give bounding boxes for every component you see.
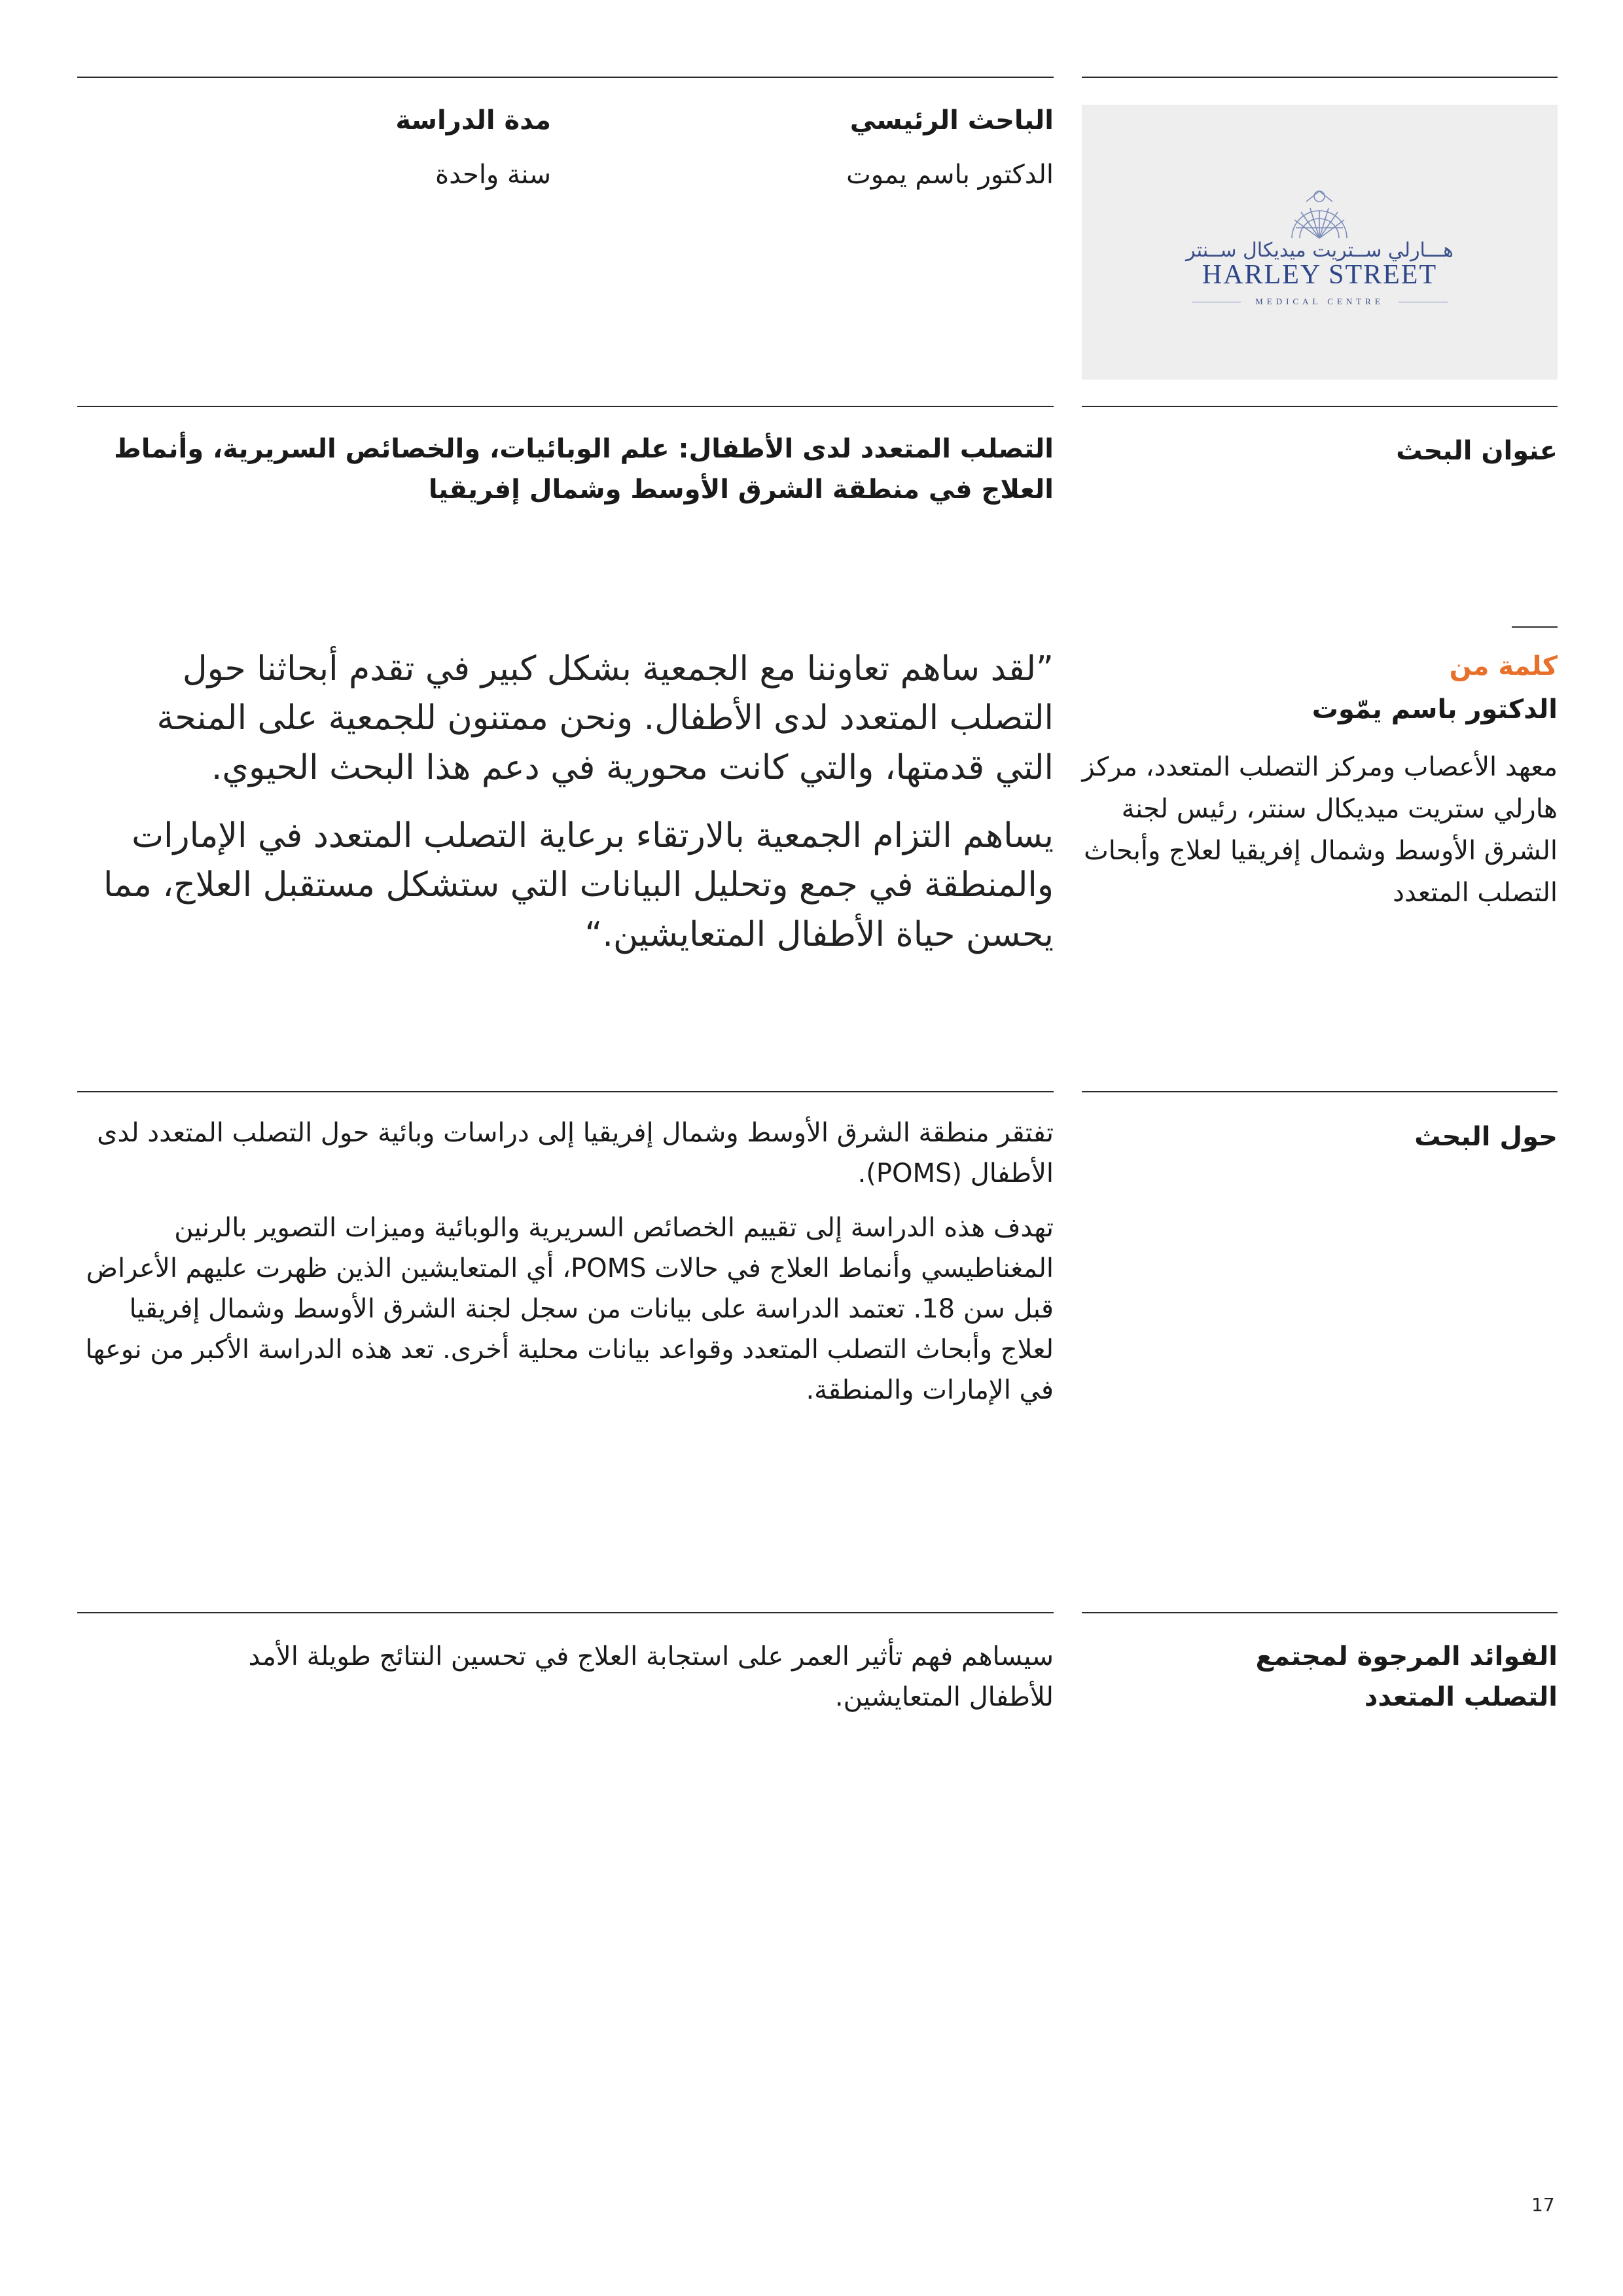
- about-paragraph-1: تفتقر منطقة الشرق الأوسط وشمال إفريقيا إلى دراسات وبائية حول التصلب المتعدد لدى الأطفال (POMS).: [97, 1118, 1054, 1189]
- word-from-name: الدكتور باسم يمّوت: [1311, 694, 1558, 725]
- logo-title: HARLEY STREET: [1202, 260, 1438, 290]
- top-rule-left: [77, 77, 1054, 78]
- about-rule-right: [1082, 1091, 1558, 1092]
- about-rule-left: [77, 1091, 1054, 1092]
- benefits-rule-left: [77, 1612, 1054, 1613]
- word-from-rule: [1512, 626, 1558, 628]
- harley-street-logo: [1082, 105, 1558, 380]
- logo-arabic-text: هـــارلي ســتريت ميديكال ســنتر: [1186, 239, 1454, 262]
- logo-subtitle: MEDICAL CENTRE: [1255, 296, 1384, 306]
- top-rule-right: [1082, 77, 1558, 78]
- duration-label: مدة الدراسة: [395, 105, 551, 135]
- lead-researcher-label: الباحث الرئيسي: [849, 105, 1054, 135]
- benefits-rule-right: [1082, 1612, 1558, 1613]
- quote-paragraph-1: ”لقد ساهم تعاوننا مع الجمعية بشكل كبير في تقدم أبحاثنا حول التصلب المتعدد لدى الأطفال. ونحن ممتنون للجمعية على المنحة التي قدمتها، والتي كانت محورية في دعم هذا البحث الحيوي.: [156, 649, 1054, 787]
- duration-value: سنة واحدة: [435, 160, 551, 190]
- page-number: 17: [1531, 2194, 1555, 2215]
- quote-paragraph-2: يساهم التزام الجمعية بالارتقاء برعاية التصلب المتعدد في الإمارات والمنطقة في جمع وتحليل البيانات التي ستشكل مستقبل العلاج، مما يحسن حياة الأطفال المتعايشين.“: [103, 816, 1054, 954]
- word-from-label: كلمة من: [1449, 651, 1558, 681]
- benefits-text: سيساهم فهم تأثير العمر على استجابة العلاج في تحسين النتائج طويلة الأمد للأطفال المتعايشين.: [248, 1641, 1054, 1712]
- title-rule-right: [1082, 406, 1558, 407]
- research-title-text: التصلب المتعدد لدى الأطفال: علم الوبائيات، والخصائص السريرية، وأنماط العلاج في منطقة الشرق الأوسط وشمال إفريقيا: [114, 434, 1054, 505]
- lead-researcher-value: الدكتور باسم يموت: [846, 160, 1054, 190]
- dome-emblem-icon: [1287, 182, 1352, 240]
- word-from-affiliation: معهد الأعصاب ومركز التصلب المتعدد، مركز هارلي ستريت ميديكال سنتر، رئيس لجنة الشرق الأوسط وشمال إفريقيا لعلاج وأبحاث التصلب المتعدد: [1082, 752, 1558, 908]
- about-label: حول البحث: [1414, 1122, 1558, 1152]
- about-paragraph-2: تهدف هذه الدراسة إلى تقييم الخصائص السريرية والوبائية وميزات التصوير بالرنين المغناطيسي وأنماط العلاج في حالات POMS، أي المتعايشين الذين ظهرت عليهم الأعراض قبل سن 18. تعتمد الدراسة على بيانات من سجل لجنة الشرق الأوسط وشمال إفريقيا لعلاج وأبحاث التصلب المتعدد وقواعد بيانات محلية أخرى. تعد هذه الدراسة الأكبر من نوعها في الإمارات والمنطقة.: [85, 1213, 1054, 1405]
- research-title-label: عنوان البحث: [1396, 436, 1558, 466]
- benefits-label: الفوائد المرجوة لمجتمع التصلب المتعدد: [1255, 1641, 1558, 1712]
- title-rule-left: [77, 406, 1054, 407]
